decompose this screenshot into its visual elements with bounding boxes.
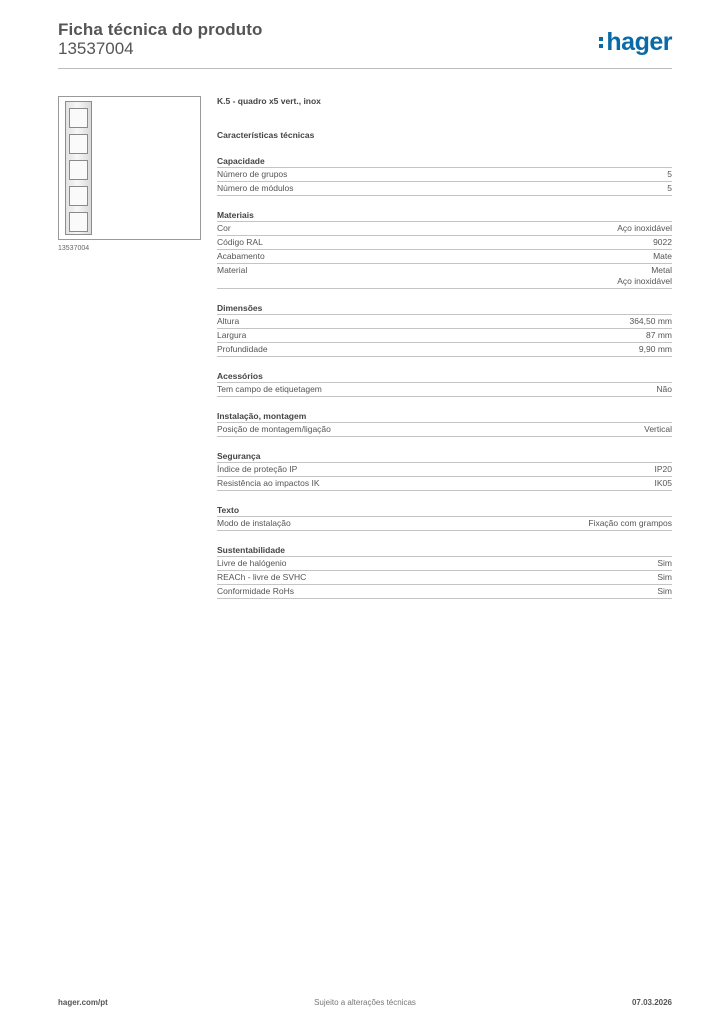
spec-row [217, 463, 672, 477]
spec-label: Modo de instalação [217, 518, 291, 528]
spec-value-line: Metal [651, 265, 672, 275]
spec-row [217, 585, 672, 599]
spec-label: Índice de proteção IP [217, 464, 298, 474]
spec-label: Cor [217, 223, 231, 233]
spec-value-line: 87 mm [646, 330, 672, 340]
spec-label: Material [217, 265, 248, 275]
spec-row [217, 571, 672, 585]
frame-cell [69, 186, 88, 206]
logo-colon-icon [599, 32, 604, 50]
spec-label: Resistência ao impactos IK [217, 478, 320, 488]
image-caption: 13537004 [58, 245, 90, 252]
product-name: K.5 - quadro x5 vert., inox [217, 96, 321, 106]
spec-row [217, 168, 672, 182]
spec-value-line: 9,90 mm [638, 344, 672, 354]
spec-row [217, 423, 672, 437]
spec-value-line: Sim [657, 586, 672, 596]
spec-value-line: 364,50 mm [629, 316, 672, 326]
spec-label: Altura [217, 316, 240, 326]
spec-value [629, 316, 672, 327]
spec-value-line: Aço inoxidável [617, 223, 672, 233]
section-title: Segurança [217, 451, 672, 463]
spec-value [657, 558, 672, 569]
spec-value-line: IK05 [654, 478, 672, 488]
spec-value [653, 237, 672, 248]
spec-value-line: Sim [657, 558, 672, 568]
frame-illustration [65, 101, 92, 235]
spec-row [217, 236, 672, 250]
spec-value [667, 183, 672, 194]
spec-value [646, 330, 672, 341]
frame-cell [69, 108, 88, 128]
spec-section [217, 451, 672, 491]
spec-row [217, 222, 672, 236]
spec-row [217, 315, 672, 329]
spec-row [217, 250, 672, 264]
spec-row [217, 557, 672, 571]
spec-value-line: Não [656, 384, 672, 394]
spec-value [655, 478, 673, 489]
spec-value [667, 169, 672, 180]
spec-value [617, 265, 672, 287]
spec-section [217, 156, 672, 196]
section-title: Instalação, montagem [217, 411, 672, 423]
spec-value-line: Vertical [644, 424, 672, 434]
spec-value-line: 5 [667, 169, 672, 179]
spec-value [655, 464, 673, 475]
spec-value-line: 5 [667, 183, 672, 193]
spec-row [217, 329, 672, 343]
spec-label: Número de grupos [217, 169, 288, 179]
hager-logo [599, 30, 672, 55]
spec-section [217, 371, 672, 397]
spec-row [217, 383, 672, 397]
spec-value [639, 344, 672, 355]
footer-notice: Sujeito a alterações técnicas [314, 998, 416, 1007]
section-title: Dimensões [217, 303, 672, 315]
spec-section [217, 303, 672, 357]
spec-section [217, 210, 672, 289]
spec-value [588, 518, 672, 529]
spec-section [217, 411, 672, 437]
technical-characteristics-heading: Características técnicas [217, 130, 315, 140]
spec-row [217, 264, 672, 289]
spec-value-line: 9022 [653, 237, 672, 247]
spec-label: Livre de halógenio [217, 558, 287, 568]
spec-row [217, 182, 672, 196]
spec-value-line: IP20 [654, 464, 672, 474]
frame-cell [69, 134, 88, 154]
spec-value [653, 251, 672, 262]
spec-section [217, 545, 672, 599]
spec-value [657, 586, 672, 597]
spec-label: REACh - livre de SVHC [217, 572, 307, 582]
spec-value-line: Fixação com grampos [588, 518, 672, 528]
spec-row [217, 343, 672, 357]
page-footer [58, 998, 672, 1010]
spec-value [644, 424, 672, 435]
spec-label: Posição de montagem/ligação [217, 424, 331, 434]
spec-section [217, 505, 672, 531]
spec-sections [217, 156, 672, 599]
section-title: Materiais [217, 210, 672, 222]
spec-label: Tem campo de etiquetagem [217, 384, 322, 394]
section-title: Sustentabilidade [217, 545, 672, 557]
spec-value [657, 572, 672, 583]
spec-label: Código RAL [217, 237, 263, 247]
spec-value [617, 223, 672, 234]
product-image [58, 96, 201, 240]
spec-value-line: Mate [653, 251, 672, 261]
frame-cell [69, 160, 88, 180]
page-header [58, 20, 672, 70]
spec-row [217, 517, 672, 531]
document-title: Ficha técnica do produto [58, 20, 263, 39]
header-divider [58, 68, 672, 69]
footer-website: hager.com/pt [58, 998, 108, 1007]
logo-text: hager [606, 28, 672, 56]
spec-sheet [217, 96, 672, 599]
footer-date: 07.03.2026 [631, 998, 672, 1007]
spec-label: Acabamento [217, 251, 265, 261]
spec-value [656, 384, 672, 395]
spec-label: Largura [217, 330, 247, 340]
frame-cell [69, 212, 88, 232]
spec-value-line: Aço inoxidável [617, 276, 672, 286]
spec-label: Número de módulos [217, 183, 294, 193]
section-title: Texto [217, 505, 672, 517]
product-number: 13537004 [58, 39, 134, 58]
spec-label: Profundidade [217, 344, 268, 354]
section-title: Acessórios [217, 371, 672, 383]
spec-row [217, 477, 672, 491]
spec-label: Conformidade RoHs [217, 586, 295, 596]
section-title: Capacidade [217, 156, 672, 168]
spec-value-line: Sim [657, 572, 672, 582]
